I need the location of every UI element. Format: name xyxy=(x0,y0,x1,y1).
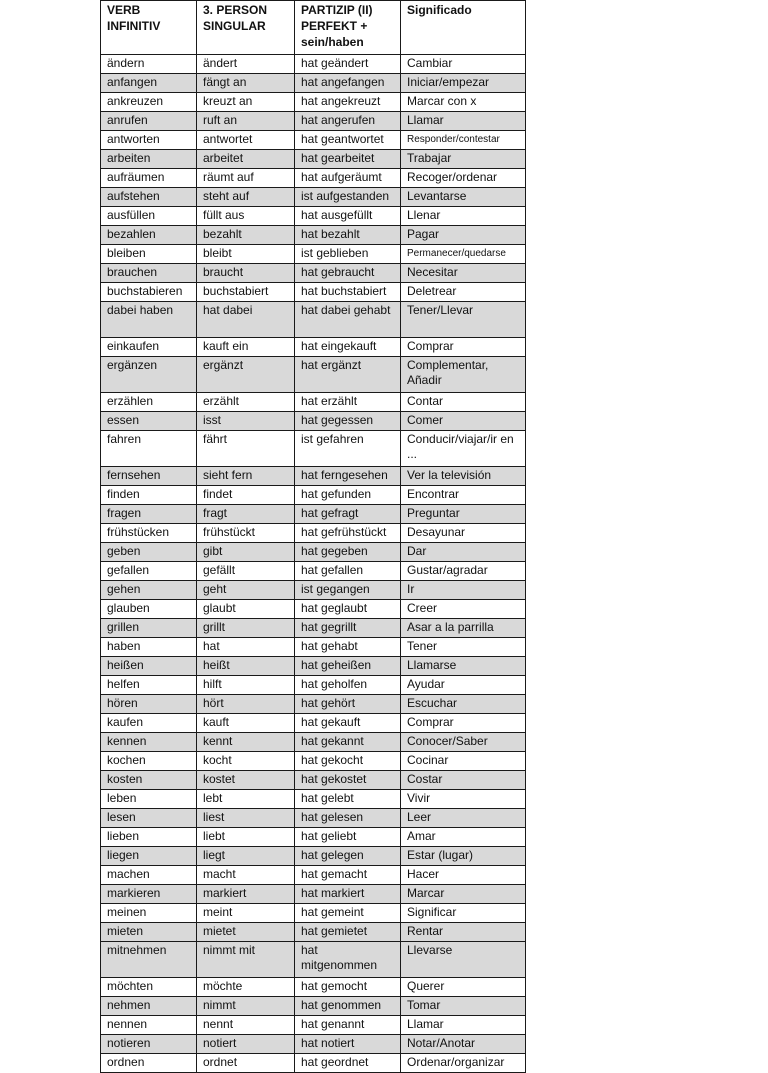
table-row xyxy=(101,809,526,828)
cell-significado: Ayudar xyxy=(401,676,526,695)
cell-significado: Marcar xyxy=(401,885,526,904)
table-row xyxy=(101,997,526,1016)
table-row xyxy=(101,207,526,226)
cell-third-person: nimmt mit xyxy=(197,942,295,978)
cell-significado: Llenar xyxy=(401,207,526,226)
cell-significado: Ver la televisión xyxy=(401,467,526,486)
table-row xyxy=(101,828,526,847)
cell-verb-infinitiv: gehen xyxy=(101,581,197,600)
cell-third-person: frühstückt xyxy=(197,524,295,543)
cell-third-person: ergänzt xyxy=(197,357,295,393)
cell-partizip: hat gemocht xyxy=(295,978,401,997)
cell-verb-infinitiv: meinen xyxy=(101,904,197,923)
cell-significado: Asar a la parrilla xyxy=(401,619,526,638)
table-row xyxy=(101,264,526,283)
cell-verb-infinitiv: dabei haben xyxy=(101,302,197,338)
table-row xyxy=(101,245,526,264)
cell-significado: Gustar/agradar xyxy=(401,562,526,581)
cell-partizip: hat ferngesehen xyxy=(295,467,401,486)
table-row xyxy=(101,302,526,338)
cell-significado: Significar xyxy=(401,904,526,923)
cell-third-person: findet xyxy=(197,486,295,505)
cell-partizip: hat erzählt xyxy=(295,393,401,412)
cell-verb-infinitiv: helfen xyxy=(101,676,197,695)
cell-significado: Deletrear xyxy=(401,283,526,302)
cell-partizip: hat gegeben xyxy=(295,543,401,562)
cell-significado: Trabajar xyxy=(401,150,526,169)
cell-partizip: ist gegangen xyxy=(295,581,401,600)
table-row xyxy=(101,150,526,169)
cell-verb-infinitiv: fragen xyxy=(101,505,197,524)
cell-third-person: hat dabei xyxy=(197,302,295,338)
cell-verb-infinitiv: grillen xyxy=(101,619,197,638)
cell-verb-infinitiv: antworten xyxy=(101,131,197,150)
cell-third-person: steht auf xyxy=(197,188,295,207)
header-significado: Significado xyxy=(401,1,526,55)
table-row xyxy=(101,619,526,638)
cell-significado: Costar xyxy=(401,771,526,790)
cell-verb-infinitiv: gefallen xyxy=(101,562,197,581)
cell-third-person: braucht xyxy=(197,264,295,283)
cell-significado: Encontrar xyxy=(401,486,526,505)
cell-third-person: buchstabiert xyxy=(197,283,295,302)
cell-third-person: markiert xyxy=(197,885,295,904)
cell-verb-infinitiv: aufstehen xyxy=(101,188,197,207)
table-row xyxy=(101,885,526,904)
cell-third-person: meint xyxy=(197,904,295,923)
table-row xyxy=(101,1054,526,1073)
table-row xyxy=(101,581,526,600)
table-row xyxy=(101,847,526,866)
table-row xyxy=(101,188,526,207)
cell-verb-infinitiv: ergänzen xyxy=(101,357,197,393)
cell-significado: Rentar xyxy=(401,923,526,942)
cell-verb-infinitiv: ausfüllen xyxy=(101,207,197,226)
cell-partizip: hat aufgeräumt xyxy=(295,169,401,188)
table-row xyxy=(101,676,526,695)
cell-significado: Pagar xyxy=(401,226,526,245)
table-row xyxy=(101,1016,526,1035)
table-row xyxy=(101,923,526,942)
table-row xyxy=(101,866,526,885)
cell-partizip: hat eingekauft xyxy=(295,338,401,357)
cell-partizip: hat gekauft xyxy=(295,714,401,733)
cell-verb-infinitiv: mieten xyxy=(101,923,197,942)
cell-verb-infinitiv: haben xyxy=(101,638,197,657)
cell-verb-infinitiv: geben xyxy=(101,543,197,562)
cell-verb-infinitiv: möchten xyxy=(101,978,197,997)
cell-partizip: hat gelesen xyxy=(295,809,401,828)
cell-third-person: grillt xyxy=(197,619,295,638)
table-row xyxy=(101,74,526,93)
cell-partizip: hat gefrühstückt xyxy=(295,524,401,543)
table-row xyxy=(101,562,526,581)
table-row xyxy=(101,657,526,676)
cell-third-person: antwortet xyxy=(197,131,295,150)
cell-third-person: fragt xyxy=(197,505,295,524)
cell-partizip: hat geholfen xyxy=(295,676,401,695)
cell-partizip: hat geantwortet xyxy=(295,131,401,150)
cell-verb-infinitiv: markieren xyxy=(101,885,197,904)
cell-third-person: fährt xyxy=(197,431,295,467)
cell-partizip: hat geändert xyxy=(295,55,401,74)
cell-verb-infinitiv: anrufen xyxy=(101,112,197,131)
header-verb-infinitiv: VERB INFINITIV xyxy=(101,1,197,55)
header-partizip: PARTIZIP (II) PERFEKT + sein/haben xyxy=(295,1,401,55)
cell-third-person: ordnet xyxy=(197,1054,295,1073)
table-row xyxy=(101,978,526,997)
cell-verb-infinitiv: nehmen xyxy=(101,997,197,1016)
cell-third-person: kostet xyxy=(197,771,295,790)
cell-partizip: hat gekannt xyxy=(295,733,401,752)
table-row xyxy=(101,112,526,131)
cell-significado: Comer xyxy=(401,412,526,431)
cell-third-person: ruft an xyxy=(197,112,295,131)
cell-verb-infinitiv: bezahlen xyxy=(101,226,197,245)
cell-partizip: hat ergänzt xyxy=(295,357,401,393)
cell-third-person: nimmt xyxy=(197,997,295,1016)
table-row xyxy=(101,505,526,524)
cell-significado: Cocinar xyxy=(401,752,526,771)
cell-partizip: hat gefunden xyxy=(295,486,401,505)
cell-partizip: hat gelegen xyxy=(295,847,401,866)
cell-third-person: hat xyxy=(197,638,295,657)
table-row xyxy=(101,486,526,505)
table-row xyxy=(101,226,526,245)
table-row xyxy=(101,714,526,733)
cell-verb-infinitiv: kaufen xyxy=(101,714,197,733)
cell-significado: Vivir xyxy=(401,790,526,809)
table-row xyxy=(101,904,526,923)
table-row xyxy=(101,1035,526,1054)
document-page xyxy=(100,0,525,1073)
cell-significado: Dar xyxy=(401,543,526,562)
table-row xyxy=(101,55,526,74)
cell-third-person: hilft xyxy=(197,676,295,695)
cell-partizip: hat ausgefüllt xyxy=(295,207,401,226)
cell-partizip: ist gefahren xyxy=(295,431,401,467)
cell-third-person: kennt xyxy=(197,733,295,752)
cell-partizip: hat gehört xyxy=(295,695,401,714)
cell-partizip: hat geliebt xyxy=(295,828,401,847)
cell-verb-infinitiv: ändern xyxy=(101,55,197,74)
cell-partizip: ist aufgestanden xyxy=(295,188,401,207)
cell-third-person: lebt xyxy=(197,790,295,809)
cell-third-person: erzählt xyxy=(197,393,295,412)
table-row xyxy=(101,283,526,302)
cell-verb-infinitiv: lesen xyxy=(101,809,197,828)
table-row xyxy=(101,93,526,112)
cell-partizip: hat gegrillt xyxy=(295,619,401,638)
cell-significado: Llamar xyxy=(401,1016,526,1035)
cell-significado: Llamar xyxy=(401,112,526,131)
cell-third-person: bezahlt xyxy=(197,226,295,245)
table-row xyxy=(101,357,526,393)
cell-verb-infinitiv: bleiben xyxy=(101,245,197,264)
cell-verb-infinitiv: arbeiten xyxy=(101,150,197,169)
cell-third-person: fängt an xyxy=(197,74,295,93)
cell-third-person: macht xyxy=(197,866,295,885)
cell-partizip: hat gemeint xyxy=(295,904,401,923)
cell-significado: Comprar xyxy=(401,338,526,357)
table-row xyxy=(101,338,526,357)
cell-partizip: hat genommen xyxy=(295,997,401,1016)
cell-verb-infinitiv: glauben xyxy=(101,600,197,619)
cell-partizip: hat gemietet xyxy=(295,923,401,942)
cell-significado: Conducir/viajar/ir en ... xyxy=(401,431,526,467)
cell-third-person: räumt auf xyxy=(197,169,295,188)
cell-third-person: isst xyxy=(197,412,295,431)
cell-verb-infinitiv: erzählen xyxy=(101,393,197,412)
cell-partizip: hat gelebt xyxy=(295,790,401,809)
table-row xyxy=(101,771,526,790)
cell-verb-infinitiv: nennen xyxy=(101,1016,197,1035)
cell-significado: Levantarse xyxy=(401,188,526,207)
cell-partizip: hat gekostet xyxy=(295,771,401,790)
cell-significado: Tener xyxy=(401,638,526,657)
cell-verb-infinitiv: ankreuzen xyxy=(101,93,197,112)
cell-partizip: hat geordnet xyxy=(295,1054,401,1073)
table-row xyxy=(101,638,526,657)
cell-significado: Cambiar xyxy=(401,55,526,74)
cell-verb-infinitiv: einkaufen xyxy=(101,338,197,357)
cell-partizip: hat genannt xyxy=(295,1016,401,1035)
cell-partizip: hat gegessen xyxy=(295,412,401,431)
cell-partizip: hat gefragt xyxy=(295,505,401,524)
cell-verb-infinitiv: kochen xyxy=(101,752,197,771)
cell-third-person: bleibt xyxy=(197,245,295,264)
cell-significado: Creer xyxy=(401,600,526,619)
verb-table xyxy=(100,0,526,1073)
cell-significado: Iniciar/empezar xyxy=(401,74,526,93)
table-row xyxy=(101,543,526,562)
cell-verb-infinitiv: liegen xyxy=(101,847,197,866)
cell-partizip: hat gearbeitet xyxy=(295,150,401,169)
cell-verb-infinitiv: heißen xyxy=(101,657,197,676)
cell-significado: Escuchar xyxy=(401,695,526,714)
cell-third-person: liest xyxy=(197,809,295,828)
cell-third-person: kreuzt an xyxy=(197,93,295,112)
cell-third-person: liegt xyxy=(197,847,295,866)
cell-significado: Estar (lugar) xyxy=(401,847,526,866)
cell-third-person: kocht xyxy=(197,752,295,771)
cell-third-person: hört xyxy=(197,695,295,714)
cell-significado: Llevarse xyxy=(401,942,526,978)
cell-partizip: hat gefallen xyxy=(295,562,401,581)
cell-third-person: sieht fern xyxy=(197,467,295,486)
cell-verb-infinitiv: leben xyxy=(101,790,197,809)
cell-partizip: hat geheißen xyxy=(295,657,401,676)
cell-significado: Tomar xyxy=(401,997,526,1016)
table-row xyxy=(101,524,526,543)
cell-third-person: kauft ein xyxy=(197,338,295,357)
cell-significado: Comprar xyxy=(401,714,526,733)
cell-third-person: heißt xyxy=(197,657,295,676)
cell-significado: Necesitar xyxy=(401,264,526,283)
table-row xyxy=(101,752,526,771)
cell-verb-infinitiv: anfangen xyxy=(101,74,197,93)
cell-third-person: gibt xyxy=(197,543,295,562)
cell-partizip: hat gekocht xyxy=(295,752,401,771)
table-row xyxy=(101,733,526,752)
cell-verb-infinitiv: machen xyxy=(101,866,197,885)
cell-significado: Desayunar xyxy=(401,524,526,543)
cell-partizip: hat geglaubt xyxy=(295,600,401,619)
table-row xyxy=(101,790,526,809)
cell-verb-infinitiv: essen xyxy=(101,412,197,431)
cell-partizip: hat gehabt xyxy=(295,638,401,657)
cell-third-person: möchte xyxy=(197,978,295,997)
cell-significado: Recoger/ordenar xyxy=(401,169,526,188)
cell-significado: Querer xyxy=(401,978,526,997)
table-row xyxy=(101,169,526,188)
cell-significado: Conocer/Saber xyxy=(401,733,526,752)
cell-partizip: hat markiert xyxy=(295,885,401,904)
cell-verb-infinitiv: ordnen xyxy=(101,1054,197,1073)
cell-third-person: liebt xyxy=(197,828,295,847)
cell-partizip: hat angekreuzt xyxy=(295,93,401,112)
cell-significado: Llamarse xyxy=(401,657,526,676)
cell-verb-infinitiv: finden xyxy=(101,486,197,505)
cell-significado: Permanecer/quedarse xyxy=(401,245,526,264)
cell-significado: Marcar con x xyxy=(401,93,526,112)
cell-third-person: füllt aus xyxy=(197,207,295,226)
table-row xyxy=(101,131,526,150)
cell-significado: Amar xyxy=(401,828,526,847)
cell-third-person: ändert xyxy=(197,55,295,74)
cell-partizip: hat buchstabiert xyxy=(295,283,401,302)
table-row xyxy=(101,431,526,467)
cell-third-person: geht xyxy=(197,581,295,600)
cell-third-person: notiert xyxy=(197,1035,295,1054)
table-row xyxy=(101,942,526,978)
cell-partizip: hat dabei gehabt xyxy=(295,302,401,338)
cell-verb-infinitiv: mitnehmen xyxy=(101,942,197,978)
verb-table-body xyxy=(101,55,526,1073)
cell-verb-infinitiv: frühstücken xyxy=(101,524,197,543)
cell-partizip: hat mitgenommen xyxy=(295,942,401,978)
cell-significado: Notar/Anotar xyxy=(401,1035,526,1054)
header-row xyxy=(101,1,526,55)
cell-verb-infinitiv: kosten xyxy=(101,771,197,790)
cell-verb-infinitiv: buchstabieren xyxy=(101,283,197,302)
cell-verb-infinitiv: fernsehen xyxy=(101,467,197,486)
cell-third-person: glaubt xyxy=(197,600,295,619)
table-row xyxy=(101,467,526,486)
cell-third-person: gefällt xyxy=(197,562,295,581)
cell-third-person: mietet xyxy=(197,923,295,942)
cell-verb-infinitiv: fahren xyxy=(101,431,197,467)
table-row xyxy=(101,600,526,619)
cell-significado: Preguntar xyxy=(401,505,526,524)
cell-partizip: hat angefangen xyxy=(295,74,401,93)
table-row xyxy=(101,412,526,431)
cell-third-person: arbeitet xyxy=(197,150,295,169)
cell-significado: Hacer xyxy=(401,866,526,885)
cell-partizip: hat notiert xyxy=(295,1035,401,1054)
cell-verb-infinitiv: notieren xyxy=(101,1035,197,1054)
table-row xyxy=(101,695,526,714)
cell-significado: Ir xyxy=(401,581,526,600)
cell-verb-infinitiv: brauchen xyxy=(101,264,197,283)
cell-verb-infinitiv: lieben xyxy=(101,828,197,847)
table-row xyxy=(101,393,526,412)
verb-table-header xyxy=(101,1,526,55)
cell-significado: Leer xyxy=(401,809,526,828)
cell-verb-infinitiv: hören xyxy=(101,695,197,714)
cell-partizip: hat gebraucht xyxy=(295,264,401,283)
cell-verb-infinitiv: aufräumen xyxy=(101,169,197,188)
cell-significado: Ordenar/organizar xyxy=(401,1054,526,1073)
cell-verb-infinitiv: kennen xyxy=(101,733,197,752)
header-third-person: 3. PERSON SINGULAR xyxy=(197,1,295,55)
cell-partizip: ist geblieben xyxy=(295,245,401,264)
cell-third-person: nennt xyxy=(197,1016,295,1035)
cell-partizip: hat gemacht xyxy=(295,866,401,885)
cell-significado: Complementar, Añadir xyxy=(401,357,526,393)
cell-partizip: hat bezahlt xyxy=(295,226,401,245)
cell-partizip: hat angerufen xyxy=(295,112,401,131)
cell-significado: Tener/Llevar xyxy=(401,302,526,338)
cell-significado: Responder/contestar xyxy=(401,131,526,150)
cell-third-person: kauft xyxy=(197,714,295,733)
cell-significado: Contar xyxy=(401,393,526,412)
